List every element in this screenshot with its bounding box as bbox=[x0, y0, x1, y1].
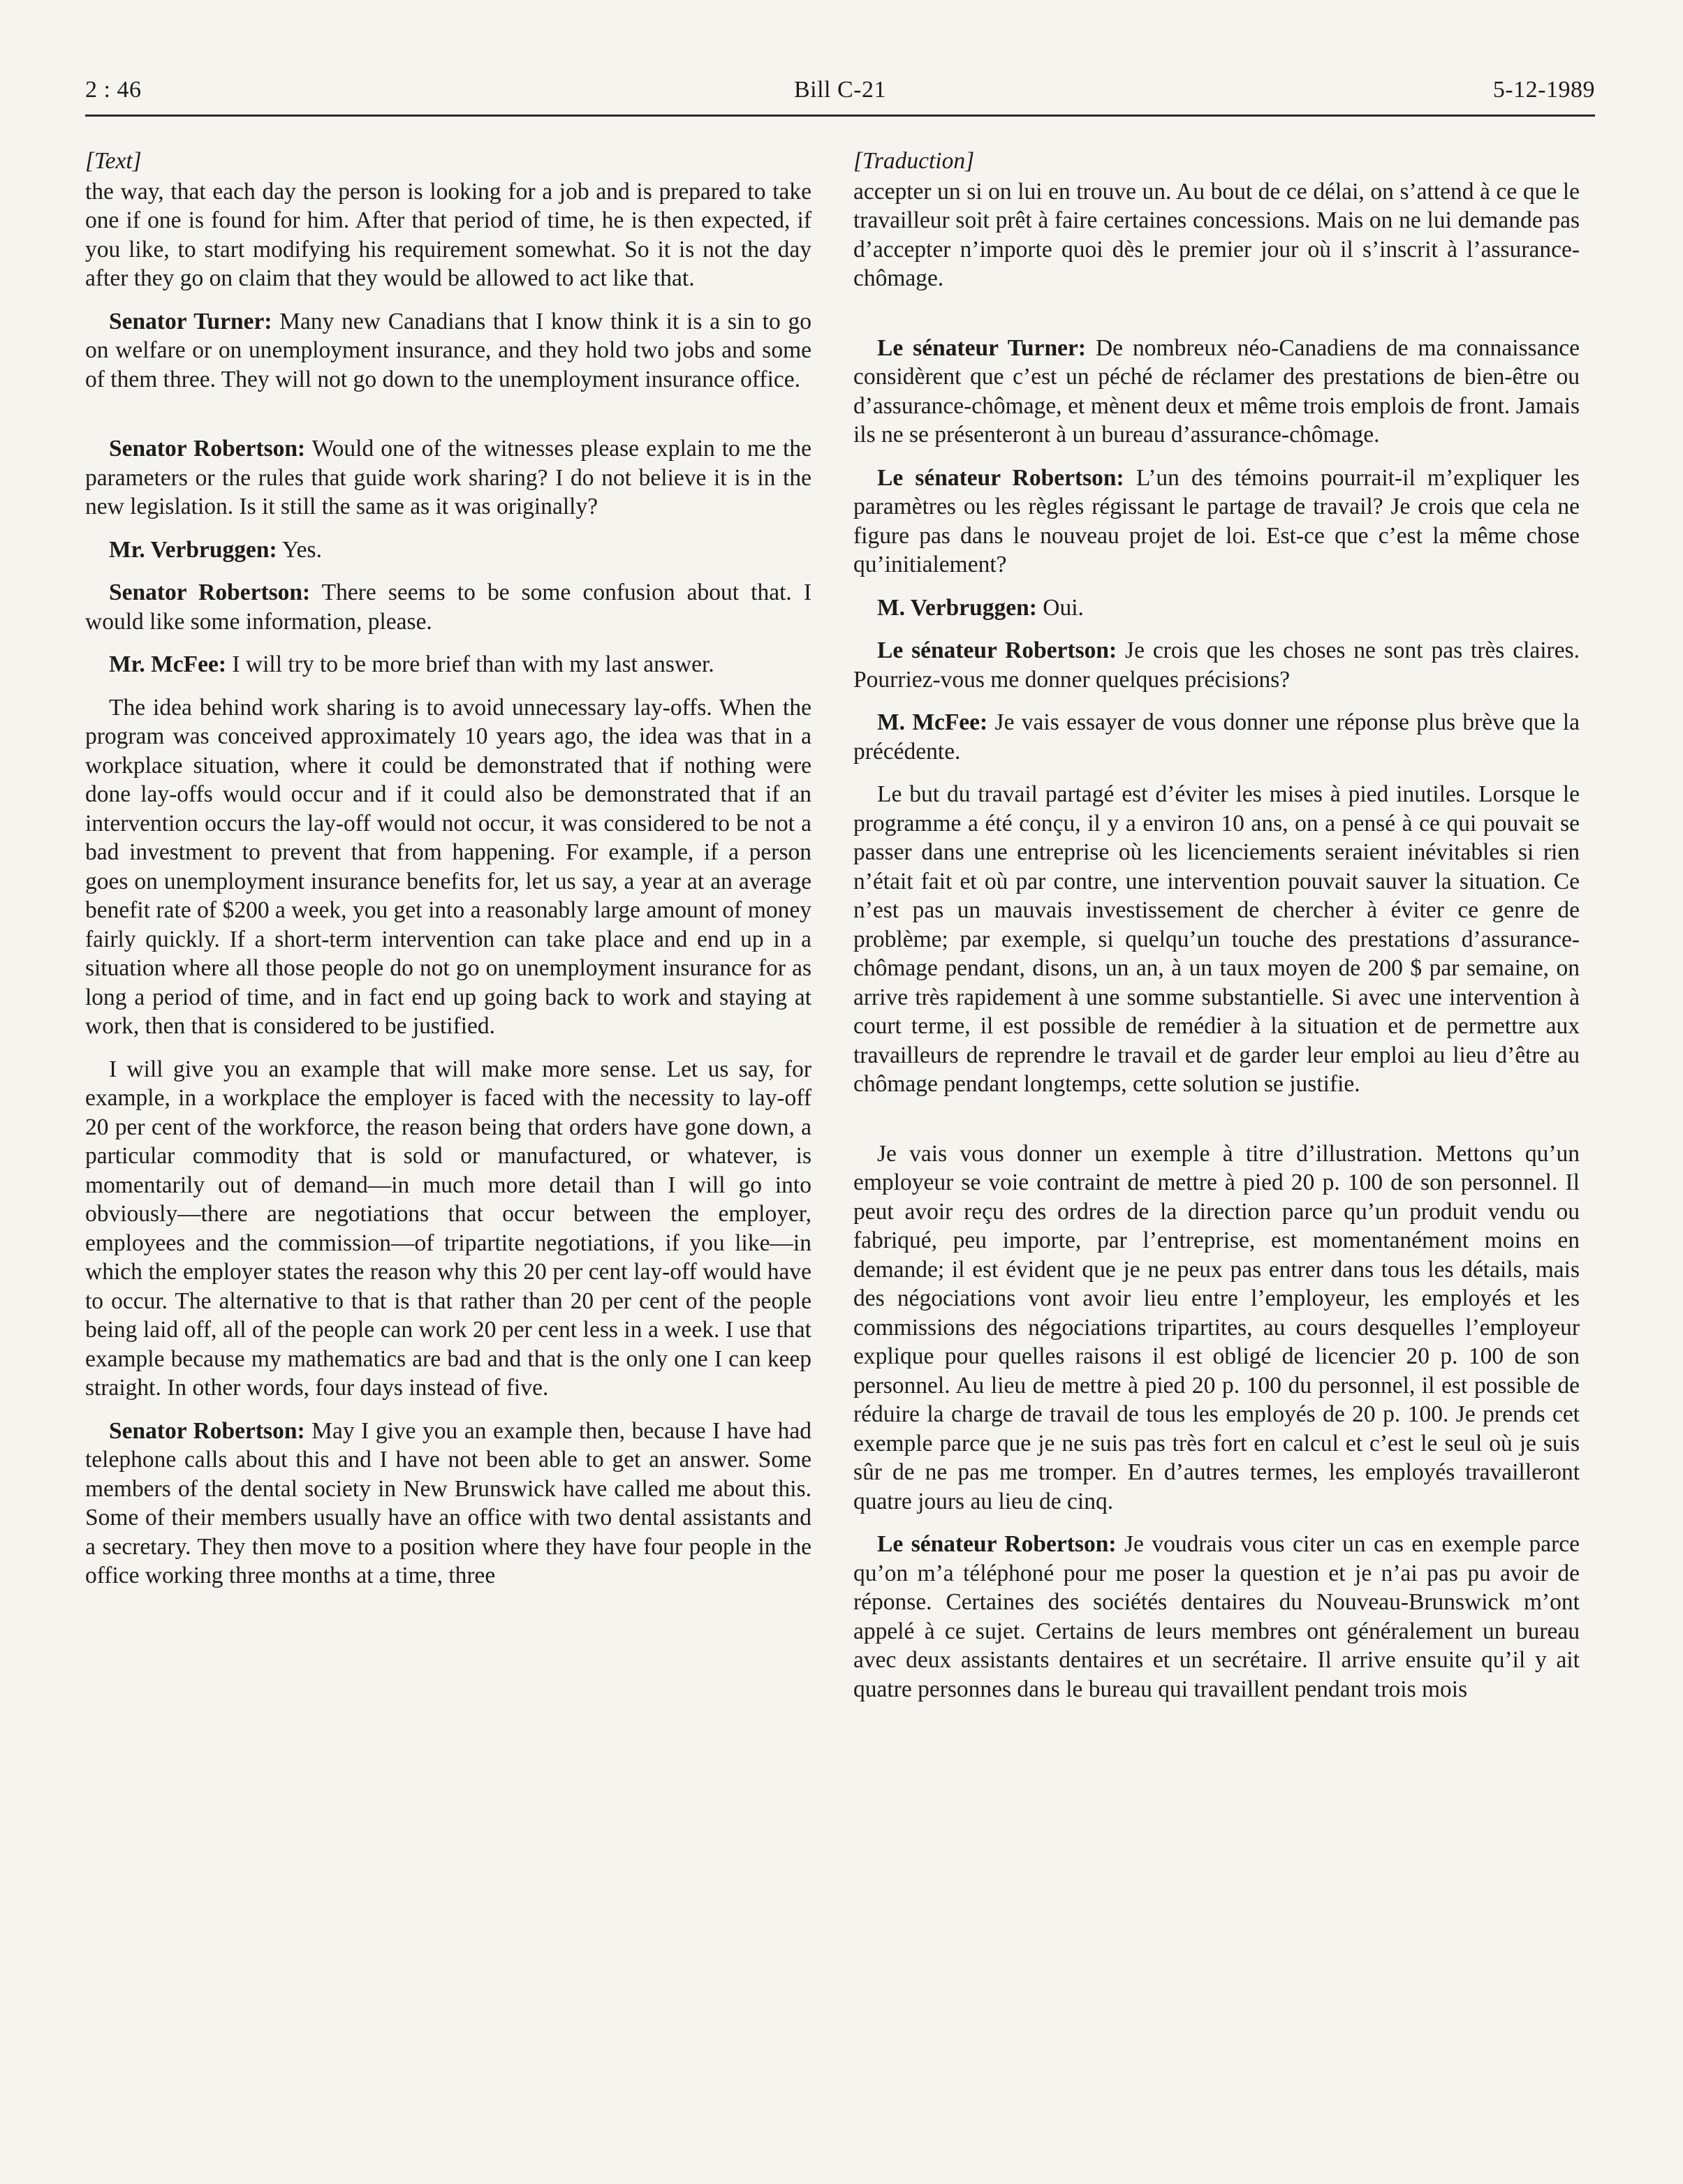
speaker-name: Senator Turner: bbox=[109, 308, 272, 334]
french-column bbox=[853, 147, 1580, 1718]
speech-text: De nombreux néo-Canadiens de ma connaissance considèrent que c’est un péché de réclamer des prestations de bien-être ou d’assurance-chômage, et mènent deux et même trois emplois de front. Jamais ils ne se présenteront à un bureau d’assurance-chômage. bbox=[853, 334, 1580, 448]
translation-label: [Traduction] bbox=[853, 148, 975, 174]
speaker-name: Mr. McFee: bbox=[109, 651, 227, 677]
speech-text: L’un des témoins pourrait-il m’expliquer les paramètres ou les règles régissant le partage de travail? Je crois que cela ne figure pas dans le nouveau projet de loi. Est-ce que c’est la même chose qu’initialement? bbox=[853, 464, 1580, 577]
speech-text: Many new Canadians that I know think it is a sin to go on welfare or on unemployment insurance, and they hold two jobs and some of them three. They will not go down to the unemployment insurance office. bbox=[85, 308, 811, 392]
paragraph bbox=[85, 578, 811, 636]
paragraph: Je vais vous donner un exemple à titre d’illustration. Mettons qu’un employeur se voie contraint de mettre à pied 20 p. 100 de son personnel. Il peut avoir reçu des ordres de la direction parce qu’un produit vendu ou fabriqué, peu importe, par l’entreprise, est momentanément moins en demande; il est évident que je ne peux pas entrer dans tous les détails, mais des négociations vont avoir lieu entre l’employeur, les employés et les commissions des négociations tripartites, au cours desquelles l’employeur explique pour quelles raisons il est obligé de licencier 20 p. 100 de son personnel. Au lieu de mettre à pied 20 p. 100 du personnel, il est possible de réduire la charge de travail de tous les employés de 20 p. 100. Je prends cet exemple parce que je ne suis pas très fort en calcul et c’est le seul où je suis sûr de ne pas me tromper. En d’autres termes, les employés travailleront quatre jours au lieu de cinq. bbox=[853, 1140, 1580, 1514]
speech-text: There seems to be some confusion about that. I would like some information, please. bbox=[85, 580, 812, 635]
speech-text: Je vais essayer de vous donner une réponse plus brève que la précédente. bbox=[853, 709, 1580, 765]
paragraph bbox=[85, 1417, 811, 1591]
speech-text: I will try to be more brief than with my last answer. bbox=[226, 651, 714, 677]
paragraph bbox=[853, 464, 1580, 580]
paragraph bbox=[85, 536, 811, 565]
paragraph bbox=[853, 708, 1580, 766]
speech-text: May I give you an example then, because I have had telephone calls about this and I have not been able to get an answer. Some members of the dental society in New Brunswick have called me about this. Some of their members usually have an office with two dental assistants and a secretary. They then move to a position where they have four people in the office working three months at a time, three bbox=[85, 1417, 812, 1588]
sitting-date: 5-12-1989 bbox=[1492, 77, 1595, 103]
text-label: [Text] bbox=[85, 148, 142, 174]
speech-text: Je crois que les choses ne sont pas très claires. Pourriez-vous me donner quelques précisions? bbox=[853, 637, 1580, 693]
speaker-name: M. Verbruggen: bbox=[877, 594, 1037, 621]
paragraph bbox=[85, 434, 811, 522]
paragraph bbox=[853, 636, 1580, 694]
paragraph bbox=[853, 334, 1580, 450]
paragraph bbox=[85, 650, 811, 679]
paragraph bbox=[853, 593, 1580, 623]
paragraph: accepter un si on lui en trouve un. Au bout de ce délai, on s’attend à ce que le travailleur soit prêt à faire certaines concessions. Mais on ne lui demande pas d’accepter n’importe quoi dès le premier jour où il s’inscrit à l’assurance-chômage. bbox=[853, 178, 1580, 291]
paragraph bbox=[853, 1530, 1580, 1704]
speaker-name: M. McFee: bbox=[877, 709, 988, 735]
speaker-name: Senator Robertson: bbox=[109, 580, 311, 605]
paragraph: the way, that each day the person is looking for a job and is prepared to take one if one is found for him. After that period of time, he is then expected, if you like, to start modifying his requirement somewhat. So it is not the day after they go on claim that they would be allowed to act like that. bbox=[85, 178, 811, 291]
speech-text: Would one of the witnesses please explain to me the parameters or the rules that guide work sharing? I do not believe it is in the new legislation. Is it still the same as it was originally? bbox=[85, 436, 811, 519]
paragraph: I will give you an example that will make more sense. Let us say, for example, in a workplace the employer is faced with the necessity to lay-off 20 per cent of the workforce, the reason being that orders have gone down, a particular commodity that is sold or manufactured, or whatever, is momentarily out of demand—in much more detail than I will go into obviously—there are negotiations that occur between the employer, employees and the commission—of tripartite negotiations, if you like—in which the employer states the reason why this 20 per cent lay-off would have to occur. The alternative to that is that rather than 20 per cent of the people being laid off, all of the people can work 20 per cent less in a week. I use that example because my mathematics are bad and that is the only one I can keep straight. In other words, four days instead of five. bbox=[85, 1056, 811, 1401]
speaker-name: Le sénateur Robertson: bbox=[877, 1531, 1117, 1557]
speech-text: Je voudrais vous citer un cas en exemple parce qu’on m’a téléphoné pour me poser la question et je n’ai pas pu avoir de réponse. Certaines des sociétés dentaires du Nouveau-Brunswick m’ont appelé à ce sujet. Certains de leurs membres ont généralement un bureau avec deux assistants dentaires et un secrétaire. Il arrive ensuite qu’il y ait quatre personnes dans le bureau qui travaillent pendant trois mois bbox=[853, 1531, 1580, 1702]
paragraph: Le but du travail partagé est d’éviter les mises à pied inutiles. Lorsque le programme a été conçu, il y a environ 10 ans, on a pensé à ce qui pouvait se passer dans une entreprise où les licenciements seraient inévitables si rien n’était fait et où par contre, une intervention pouvait sauver la situation. Ce n’est pas un mauvais investissement de chercher à éviter ce genre de problème; par exemple, si quelqu’un touche des prestations d’assurance-chômage pendant, disons, un an, à un taux moyen de 200 $ par semaine, on arrive très rapidement à une somme substantielle. Si avec une intervention à court terme, il est possible de remédier à la situation et de permettre aux travailleurs de reprendre le travail et de garder leur emploi au lieu d’être au chômage pendant longtemps, cette solution se justifie. bbox=[853, 781, 1580, 1097]
speaker-name: Le sénateur Robertson: bbox=[877, 464, 1124, 491]
speech-text: Oui. bbox=[1036, 594, 1084, 621]
page-number: 2 : 46 bbox=[85, 77, 142, 103]
bill-title: Bill C-21 bbox=[793, 77, 887, 103]
speech-text: Yes. bbox=[277, 536, 322, 563]
speaker-name: Senator Robertson: bbox=[109, 1417, 305, 1444]
paragraph bbox=[85, 307, 811, 394]
speaker-name: Le sénateur Turner: bbox=[877, 334, 1087, 361]
page-header bbox=[85, 73, 1595, 117]
speaker-name: Senator Robertson: bbox=[109, 436, 306, 462]
english-column bbox=[85, 147, 811, 1604]
speaker-name: Mr. Verbruggen: bbox=[109, 536, 277, 563]
paragraph: The idea behind work sharing is to avoid unnecessary lay-offs. When the program was conceived approximately 10 years ago, the idea was that in a workplace situation, where it could be demonstrated that if nothing were done lay-offs would occur and if it could also be demonstrated that if an intervention occurs the lay-off would not occur, it was considered to be not a bad investment to prevent that from happening. For example, if a person goes on unemployment insurance benefits for, let us say, a year at an average benefit rate of $200 a week, you get into a reasonably large amount of money fairly quickly. If a short-term intervention can take place and end up in a situation where all those people do not go on unemployment insurance for as long a period of time, and in fact end up going back to work and staying at work, then that is considered to be justified. bbox=[85, 694, 811, 1039]
speaker-name: Le sénateur Robertson: bbox=[877, 637, 1117, 663]
